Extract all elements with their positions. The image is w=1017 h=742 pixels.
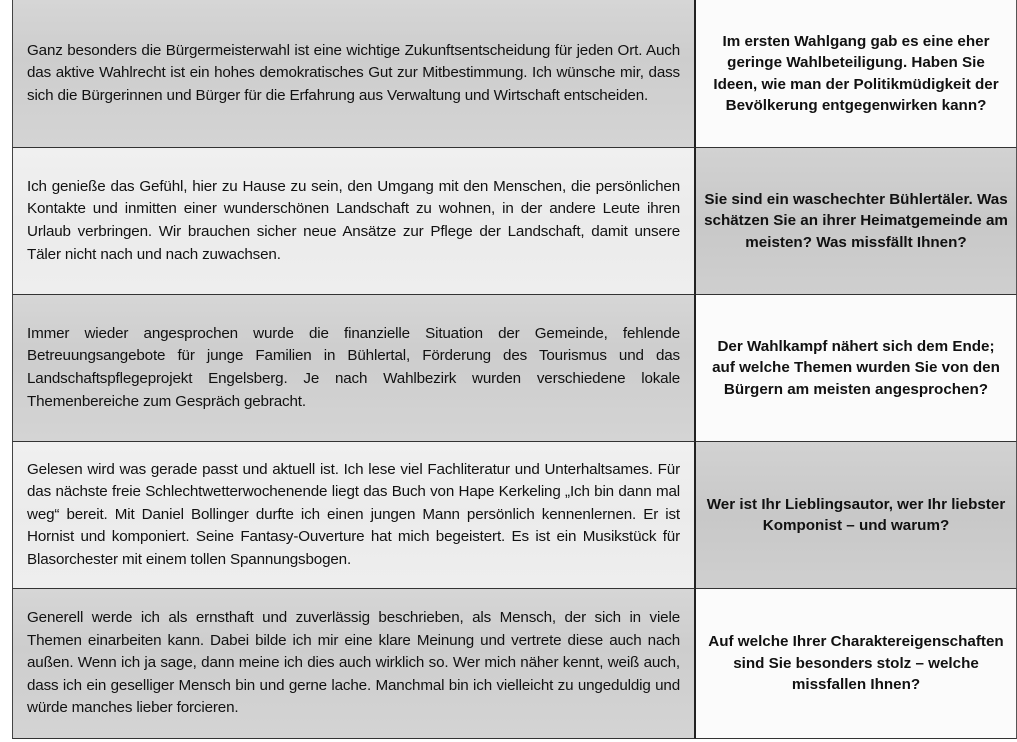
answer-cell [12,589,696,739]
question-cell [696,148,1017,295]
answer-cell [12,295,696,442]
answer-text: Generell werde ich als ernsthaft und zuverlässig beschrieben, als Mensch, der sich in viele Themen einarbeiten kann. Dabei bilde ich mir eine klare Meinung und vertrete diese auch nach außen. Wenn ich ja sage, dann meine ich dies auch wirklich so. Wer mich näher kennt, weiß auch, dass ich ein geselliger Mensch bin und gerne lache. Manchmal bin ich vielleicht zu ungeduldig und würde manches lieber forcieren. [27,609,680,717]
interview-row [0,295,1017,442]
question-text: Auf welche Ihrer Charaktereigenschaften sind Sie besonders stolz – welche missfallen Ihnen? [708,633,1004,694]
question-cell [696,0,1017,148]
interview-row [0,148,1017,295]
answer-cell [12,0,696,148]
question-cell [696,295,1017,442]
question-cell [696,589,1017,739]
answer-text: Gelesen wird was gerade passt und aktuell ist. Ich lese viel Fachliteratur und Unterhaltsames. Für das nächste freie Schlechtwetterwochenende liegt das Buch von Hape Kerkeling „Ich bin dann mal weg“ bereit. Mit Daniel Bollinger durfte ich einen jungen Mann persönlich kennenlernen. Er ist Hornist und komponiert. Seine Fantasy-Ouverture hat mich begeistert. Es ist ein Musikstück für Blasorchester mit einem tollen Spannungsbogen. [27,460,680,568]
question-cell [696,442,1017,589]
question-text: Der Wahlkampf nähert sich dem Ende; auf welche Themen wurden Sie von den Bürgern am meisten angesprochen? [712,337,1000,398]
answer-text: Immer wieder angesprochen wurde die finanzielle Situation der Gemeinde, fehlende Betreuungsangebote für junge Familien in Bühlertal, Förderung des Tourismus und das Landschaftspflegeprojekt Engelsberg. Je nach Wahlbezirk wurden verschiedene lokale Themenbereiche zum Gespräch gebracht. [27,324,680,410]
interview-row [0,0,1017,148]
question-text: Wer ist Ihr Lieblingsautor, wer Ihr liebster Komponist – und warum? [706,495,1006,534]
question-text: Im ersten Wahlgang gab es eine eher geringe Wahlbeteiligung. Haben Sie Ideen, wie man der Politikmüdigkeit der Bevölkerung entgegenwirken kann? [713,32,999,114]
interview-row [0,589,1017,739]
answer-text: Ganz besonders die Bürgermeisterwahl ist eine wichtige Zukunftsentscheidung für jeden Ort. Auch das aktive Wahlrecht ist ein hohes demokratisches Gut zur Mitbestimmung. Ich wünsche mir, dass sich die Bürgerinnen und Bürger für die Erfahrung aus Verwaltung und Wirtschaft entscheiden. [27,41,680,104]
answer-cell [12,148,696,295]
question-text: Sie sind ein waschechter Bühlertäler. Was schätzen Sie an ihrer Heimatgemeinde am meisten? Was missfällt Ihnen? [704,190,1008,251]
interview-row [0,442,1017,589]
answer-text: Ich genieße das Gefühl, hier zu Hause zu sein, den Umgang mit den Menschen, die persönlichen Kontakte und inmitten einer wunderschönen Landschaft zu wohnen, in der andere Leute ihren Urlaub verbringen. Wir brauchen sicher neue Ansätze zur Pflege der Landschaft, damit unsere Täler nicht nach und nach zuwachsen. [27,177,680,263]
answer-cell [12,442,696,589]
